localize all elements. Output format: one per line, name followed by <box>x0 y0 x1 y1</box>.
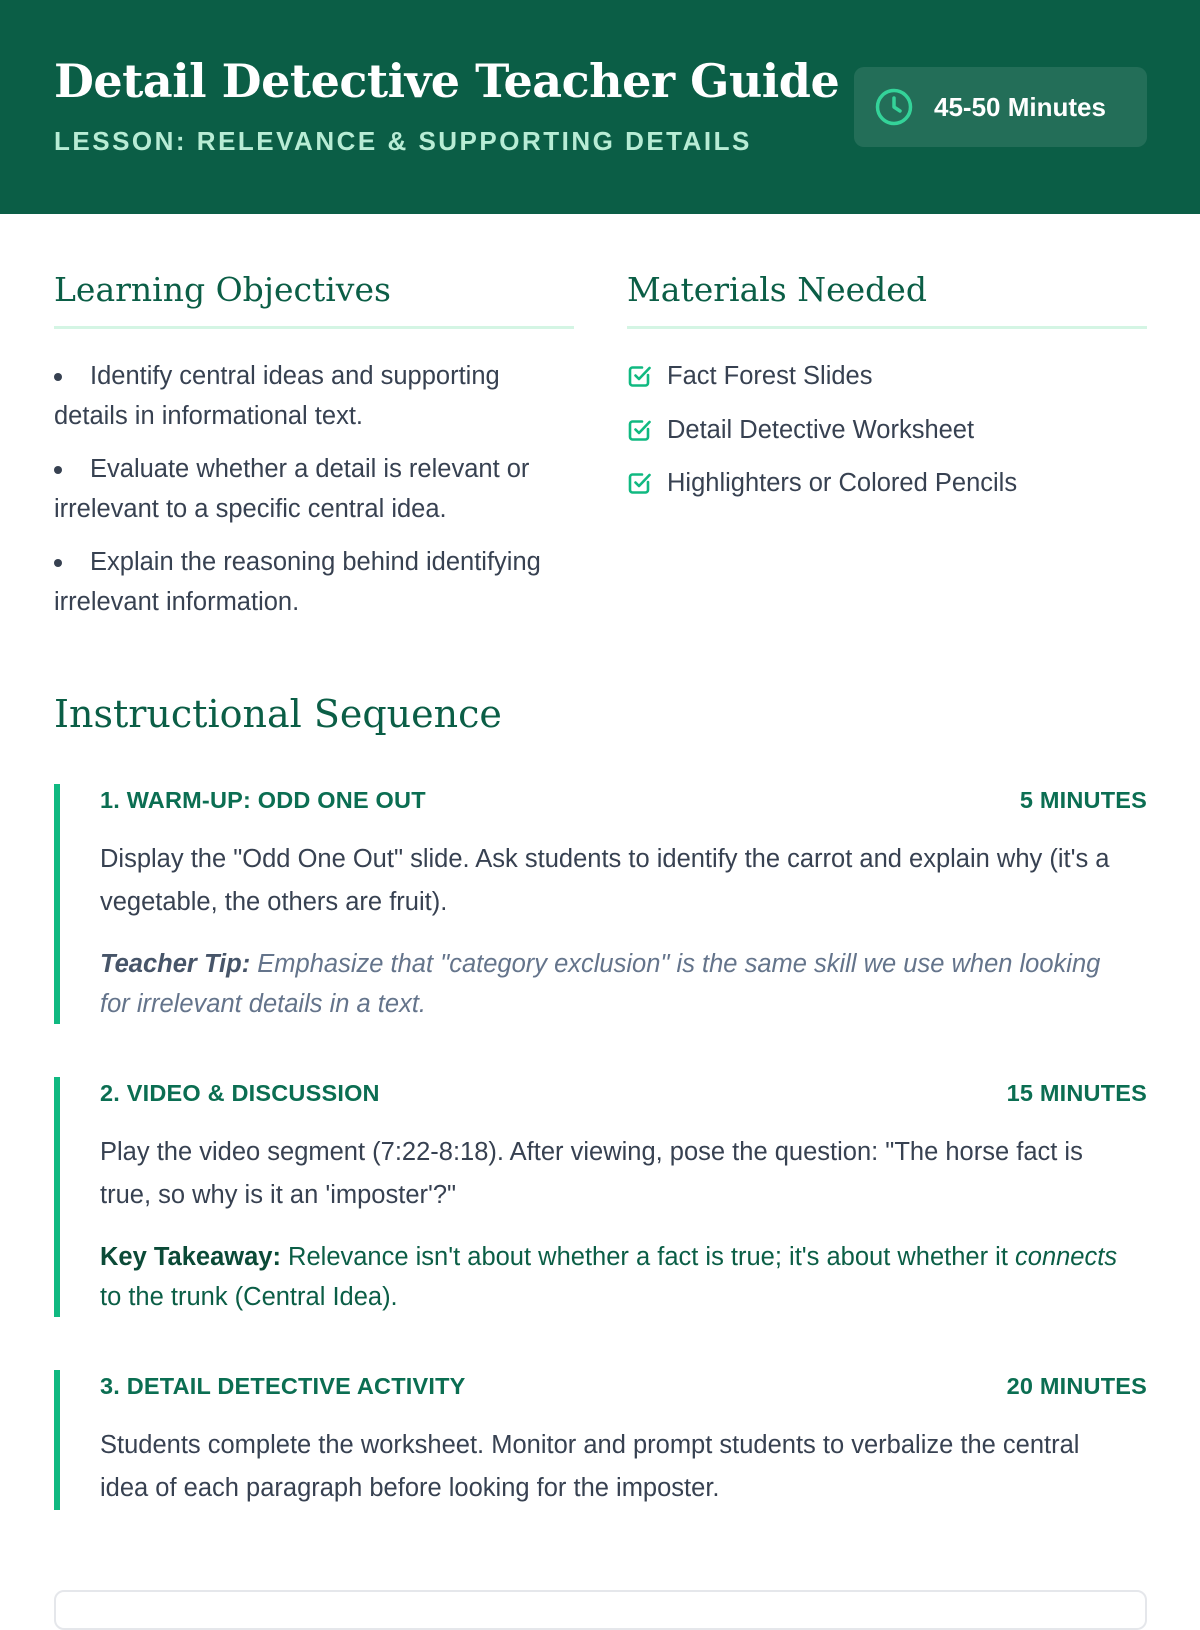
teacher-tip <box>100 944 1127 1024</box>
checkbox-checked-icon <box>627 417 653 443</box>
key-takeaway-emphasis: connects <box>1015 1243 1118 1271</box>
step-header <box>100 1080 1147 1110</box>
checkbox-checked-icon <box>627 470 653 496</box>
material-item <box>627 356 1147 396</box>
step-duration: 20 MINUTES <box>1006 1373 1147 1399</box>
sequence-step-3 <box>54 1370 1147 1510</box>
material-item <box>627 410 1147 450</box>
bullet-icon <box>54 559 62 567</box>
objective-text: Identify central ideas and supporting details in informational text. <box>54 362 500 430</box>
material-text: Detail Detective Worksheet <box>667 415 975 444</box>
objective-item <box>54 356 574 436</box>
materials-heading: Materials Needed <box>627 270 927 309</box>
step-title: 2. VIDEO & DISCUSSION <box>100 1080 380 1106</box>
step-title: 1. WARM-UP: ODD ONE OUT <box>100 787 426 813</box>
teacher-tip-text: Emphasize that "category exclusion" is the same skill we use when looking for irrelevant details in a text. <box>100 950 1101 1018</box>
step-duration: 5 MINUTES <box>1019 787 1147 813</box>
sequence-step-1 <box>54 784 1147 1024</box>
material-text: Highlighters or Colored Pencils <box>667 469 1018 497</box>
objectives-heading: Learning Objectives <box>54 270 391 309</box>
step-duration: 15 MINUTES <box>1006 1080 1147 1106</box>
duration-badge <box>854 67 1147 147</box>
material-item <box>627 463 1147 503</box>
objective-item <box>54 542 574 622</box>
key-takeaway-label: Key Takeaway: <box>100 1243 281 1271</box>
materials-list <box>627 356 1147 517</box>
step-header <box>100 787 1147 817</box>
objective-text: Explain the reasoning behind identifying irrelevant information. <box>54 548 541 616</box>
step-title: 3. DETAIL DETECTIVE ACTIVITY <box>100 1373 466 1399</box>
key-takeaway <box>100 1237 1127 1317</box>
step-description: Display the "Odd One Out" slide. Ask students to identify the carrot and explain why (it's a vegetable, the others are fruit). <box>100 845 1110 916</box>
teacher-tip-label: Teacher Tip: <box>100 950 251 978</box>
step-description: Students complete the worksheet. Monitor and prompt students to verbalize the central idea of each paragraph before looking for the imposter. <box>100 1431 1080 1502</box>
page-title: Detail Detective Teacher Guide <box>54 54 840 108</box>
sequence-heading: Instructional Sequence <box>54 692 502 736</box>
objectives-divider <box>54 326 574 329</box>
objective-item <box>54 449 574 529</box>
sequence-step-2 <box>54 1077 1147 1317</box>
duration-label: 45-50 Minutes <box>934 92 1106 122</box>
objectives-list <box>54 356 574 635</box>
page-header <box>0 0 1200 214</box>
lesson-subtitle: LESSON: RELEVANCE & SUPPORTING DETAILS <box>54 126 752 156</box>
material-text: Fact Forest Slides <box>667 362 873 390</box>
bullet-icon <box>54 373 62 381</box>
step-description: Play the video segment (7:22-8:18). After viewing, pose the question: "The horse fact is true, so why is it an 'imposter'?" <box>100 1138 1083 1209</box>
step-header <box>100 1373 1147 1403</box>
clock-icon <box>874 87 914 127</box>
checkbox-checked-icon <box>627 363 653 389</box>
materials-divider <box>627 326 1147 329</box>
key-takeaway-text-end: to the trunk (Central Idea). <box>100 1283 398 1311</box>
key-takeaway-text: Relevance isn't about whether a fact is true; it's about whether it <box>280 1243 1016 1271</box>
objective-text: Evaluate whether a detail is relevant or irrelevant to a specific central idea. <box>54 455 530 523</box>
next-section-card <box>54 1590 1147 1630</box>
bullet-icon <box>54 466 62 474</box>
